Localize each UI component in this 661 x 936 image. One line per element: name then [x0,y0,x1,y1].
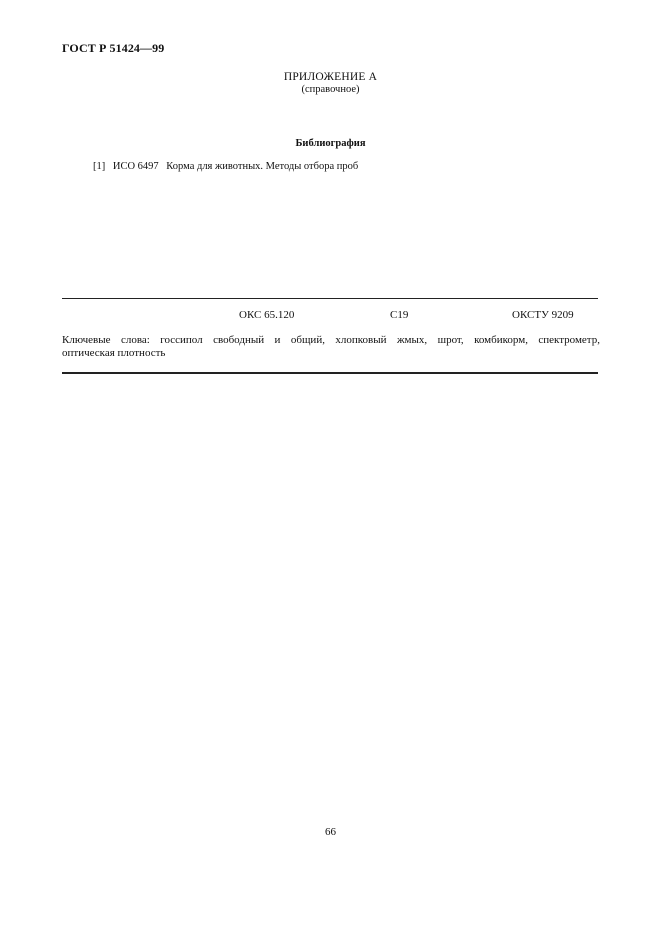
c-code: С19 [390,309,409,321]
bibliography-entry [93,161,358,172]
bibliography-entry-title: Корма для животных. Методы отбора проб [166,161,359,172]
document-code: ГОСТ Р 51424—99 [62,41,165,55]
oks-code: ОКС 65.120 [239,309,295,321]
bottom-divider [62,372,598,374]
keywords-block [62,334,600,360]
keywords-line-1: Ключевые слова: госсипол свободный и общий, хлопковый жмых, шрот, комбикорм, спектрометр, [62,334,600,346]
bibliography-title: Библиография [295,138,366,149]
top-divider [62,298,598,299]
page-number: 66 [325,826,336,838]
bibliography-entry-number: [1] [93,161,106,172]
okstu-code: ОКСТУ 9209 [512,309,574,321]
keywords-line-2: оптическая плотность [62,347,166,359]
bibliography-entry-code: ИСО 6497 [112,161,159,172]
appendix-title: ПРИЛОЖЕНИЕ А [283,71,378,83]
appendix-subtitle: (справочное) [301,84,360,95]
